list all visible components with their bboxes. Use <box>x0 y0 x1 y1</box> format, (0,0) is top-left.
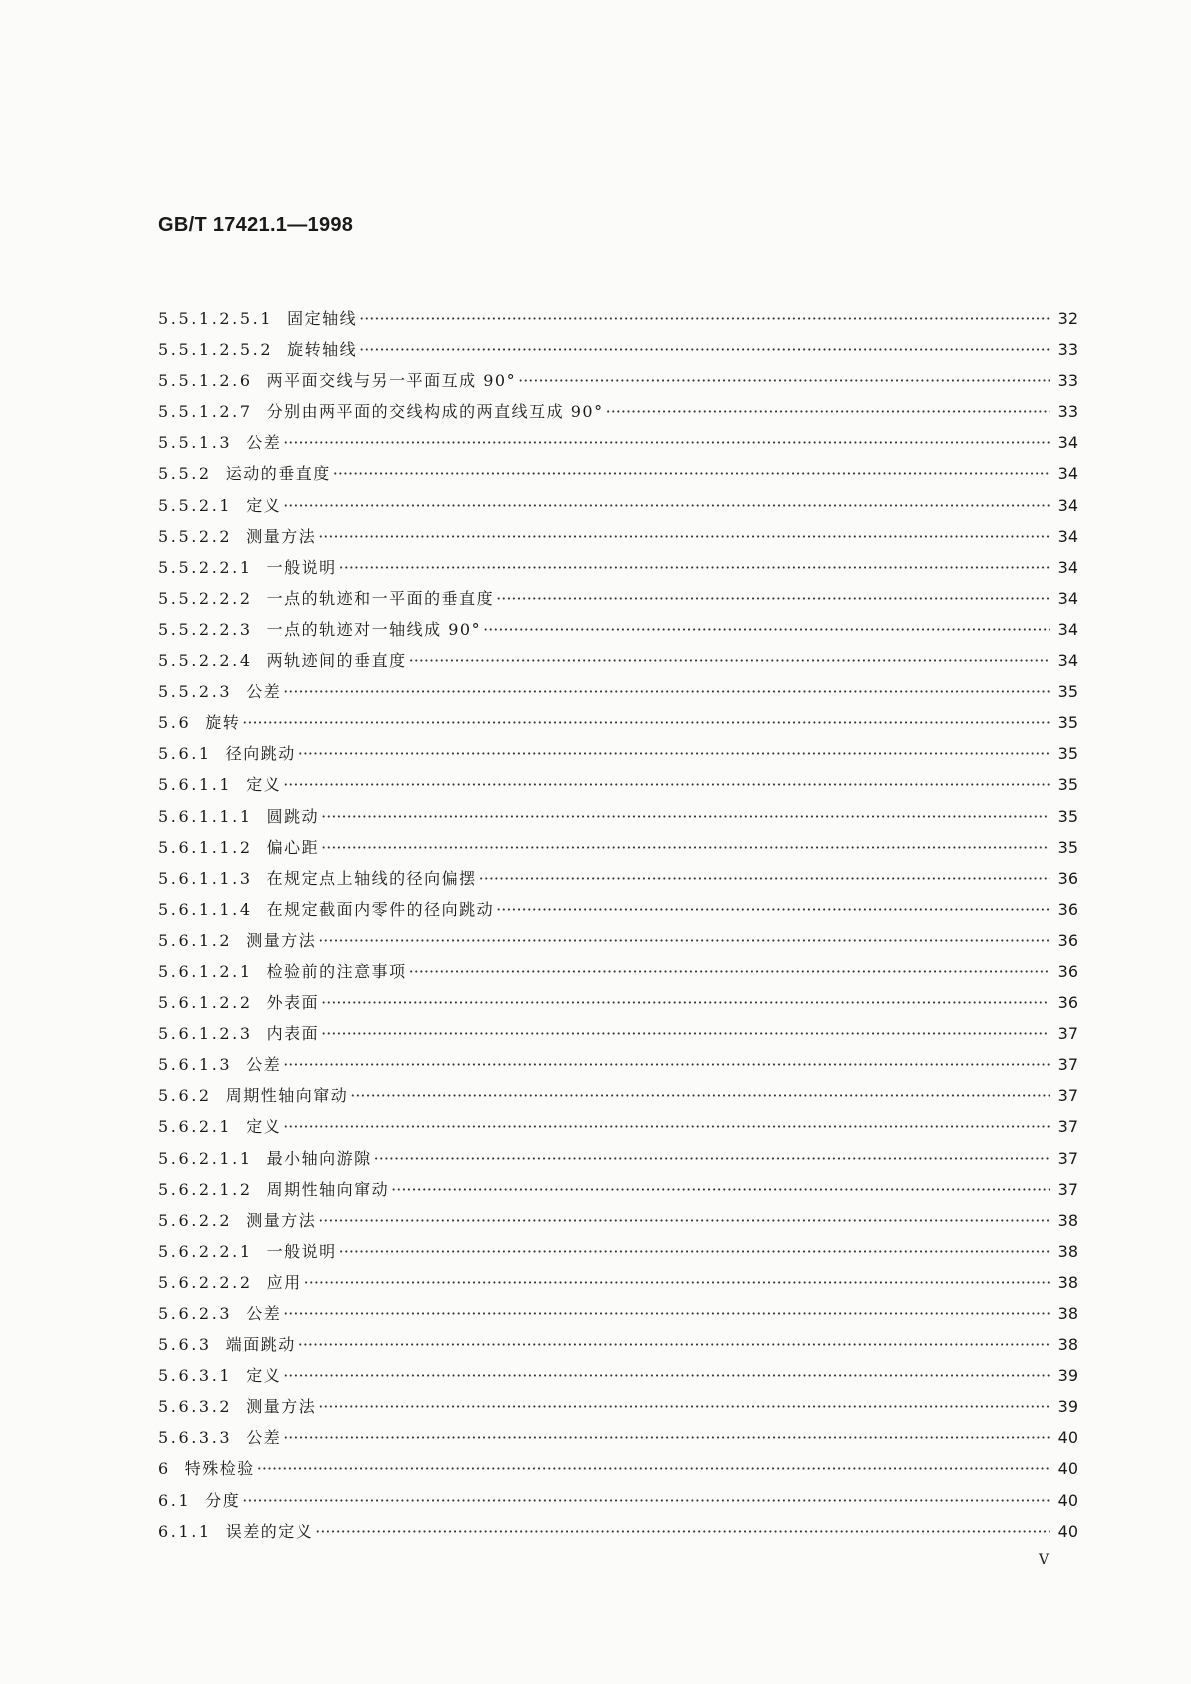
toc-title: 运动的垂直度 <box>225 464 331 484</box>
toc-entry <box>158 710 1078 741</box>
toc-entry <box>158 461 1078 492</box>
dot-leader <box>409 962 1050 981</box>
toc-number: 5.6.1 <box>158 744 212 764</box>
toc-entry <box>158 679 1078 710</box>
toc-title: 在规定截面内零件的径向跳动 <box>266 899 495 919</box>
toc-entry <box>158 1146 1078 1177</box>
dot-leader <box>257 1459 1050 1478</box>
dot-leader <box>315 1522 1050 1541</box>
dot-leader <box>359 309 1050 328</box>
dot-leader <box>333 464 1050 483</box>
toc-entry <box>158 835 1078 866</box>
toc-title: 周期性轴向窜动 <box>225 1086 349 1106</box>
toc-page-number: 35 <box>1057 837 1078 857</box>
toc-title: 测量方法 <box>246 930 317 950</box>
dot-leader <box>321 993 1050 1012</box>
dot-leader <box>318 527 1050 546</box>
toc-entry <box>158 399 1078 430</box>
dot-leader <box>283 433 1050 452</box>
toc-number: 5.5.2 <box>158 464 212 484</box>
toc-entry <box>158 1301 1078 1332</box>
dot-leader <box>283 1117 1050 1136</box>
toc-page-number: 34 <box>1057 464 1078 484</box>
toc-title: 旋转轴线 <box>287 340 358 360</box>
toc-page-number: 37 <box>1057 1055 1078 1075</box>
toc-title: 两轨迹间的垂直度 <box>266 651 407 671</box>
dot-leader <box>304 1273 1050 1292</box>
toc-entry <box>158 804 1078 835</box>
toc-number: 6.1 <box>158 1490 192 1510</box>
toc-title: 外表面 <box>266 993 320 1013</box>
toc-page-number: 39 <box>1057 1366 1078 1386</box>
toc-entry <box>158 1270 1078 1301</box>
dot-leader <box>283 682 1050 701</box>
toc-entry <box>158 1052 1078 1083</box>
toc-entry <box>158 928 1078 959</box>
toc-number: 5.6.1.2.2 <box>158 993 253 1013</box>
toc-entry <box>158 555 1078 586</box>
toc-number: 5.5.2.2.2 <box>158 588 253 608</box>
dot-leader <box>283 1055 1050 1074</box>
toc-entry <box>158 1114 1078 1145</box>
toc-title: 分别由两平面的交线构成的两直线互成 90° <box>266 402 604 422</box>
toc-number: 6.1.1 <box>158 1521 212 1541</box>
dot-leader <box>339 558 1050 577</box>
toc-page-number: 35 <box>1057 744 1078 764</box>
toc-title: 径向跳动 <box>225 744 296 764</box>
dot-leader <box>479 869 1050 888</box>
dot-leader <box>350 1086 1050 1105</box>
toc-page-number: 34 <box>1057 526 1078 546</box>
toc-number: 5.6.2.2.1 <box>158 1241 253 1261</box>
toc-number: 5.6.2.1.1 <box>158 1148 253 1168</box>
toc-entry <box>158 368 1078 399</box>
toc-title: 一般说明 <box>266 1241 337 1261</box>
toc-page-number: 33 <box>1057 340 1078 360</box>
toc-title: 公差 <box>246 682 282 702</box>
toc-title: 最小轴向游隙 <box>266 1148 372 1168</box>
toc-title: 旋转 <box>205 713 241 733</box>
toc-title: 公差 <box>246 1055 282 1075</box>
toc-title: 定义 <box>246 1117 282 1137</box>
toc-title: 两平面交线与另一平面互成 90° <box>266 371 517 391</box>
toc-entry <box>158 1488 1078 1519</box>
dot-leader <box>318 1211 1050 1230</box>
toc-entry <box>158 1519 1078 1550</box>
toc-page-number: 37 <box>1057 1117 1078 1137</box>
dot-leader <box>483 620 1050 639</box>
toc-page-number: 33 <box>1057 402 1078 422</box>
toc-number: 5.6.2.3 <box>158 1304 233 1323</box>
toc-title: 一般说明 <box>266 557 337 577</box>
toc-entry <box>158 1177 1078 1208</box>
toc-number: 5.5.2.1 <box>158 495 233 515</box>
toc-title: 一点的轨迹和一平面的垂直度 <box>266 588 495 608</box>
toc-entry <box>158 1332 1078 1363</box>
toc-title: 定义 <box>246 1366 282 1386</box>
toc-page-number: 40 <box>1057 1521 1078 1541</box>
dot-leader <box>321 807 1050 826</box>
toc-page-number: 32 <box>1057 309 1078 328</box>
toc-entry <box>158 1425 1078 1456</box>
toc-number: 5.6.1.3 <box>158 1055 233 1075</box>
toc-page-number: 34 <box>1057 619 1078 639</box>
toc-page-number: 34 <box>1057 651 1078 671</box>
toc-number: 5.6.3.3 <box>158 1428 233 1448</box>
toc-number: 5.5.2.3 <box>158 682 233 702</box>
toc-entry <box>158 1208 1078 1239</box>
dot-leader <box>391 1180 1050 1199</box>
toc-page-number: 33 <box>1057 371 1078 391</box>
toc-number: 5.6.3.2 <box>158 1397 233 1417</box>
toc-title: 在规定点上轴线的径向偏摆 <box>266 868 477 888</box>
toc-entry <box>158 524 1078 555</box>
dot-leader <box>283 1366 1050 1385</box>
toc-number: 5.6.1.2 <box>158 930 233 950</box>
toc-page-number: 38 <box>1057 1304 1078 1323</box>
toc-entry <box>158 1239 1078 1270</box>
toc-page-number: 37 <box>1057 1148 1078 1168</box>
dot-leader <box>283 775 1050 794</box>
toc-number: 5.6.2.2.2 <box>158 1272 253 1292</box>
toc-page-number: 35 <box>1057 682 1078 702</box>
toc-entry <box>158 1363 1078 1394</box>
dot-leader <box>242 713 1050 732</box>
toc-page-number: 38 <box>1057 1241 1078 1261</box>
toc-number: 5.6.1.1 <box>158 775 233 795</box>
toc-title: 一点的轨迹对一轴线成 90° <box>266 619 482 639</box>
toc-entry <box>158 897 1078 928</box>
toc-number: 5.5.1.2.7 <box>158 402 253 422</box>
toc-page-number: 40 <box>1057 1428 1078 1448</box>
toc-entry <box>158 1021 1078 1052</box>
dot-leader <box>298 1335 1050 1354</box>
toc-page-number: 37 <box>1057 1179 1078 1199</box>
toc-number: 5.6.3 <box>158 1335 212 1355</box>
dot-leader <box>283 1304 1050 1323</box>
toc-title: 误差的定义 <box>225 1521 314 1541</box>
toc-page-number: 34 <box>1057 495 1078 515</box>
toc-entry <box>158 430 1078 461</box>
toc-number: 5.6.1.1.4 <box>158 899 253 919</box>
toc-number: 5.6.2 <box>158 1086 212 1106</box>
toc-entry <box>158 493 1078 524</box>
toc-entry <box>158 1456 1078 1487</box>
dot-leader <box>359 340 1050 359</box>
toc-page-number: 38 <box>1057 1210 1078 1230</box>
toc-page-number: 40 <box>1057 1459 1078 1479</box>
toc-title: 测量方法 <box>246 526 317 546</box>
toc-title: 公差 <box>246 433 282 453</box>
toc-page-number: 38 <box>1057 1335 1078 1355</box>
toc-number: 5.6.2.2 <box>158 1210 233 1230</box>
dot-leader <box>298 744 1050 763</box>
dot-leader <box>318 1397 1050 1416</box>
toc-page-number: 36 <box>1057 899 1078 919</box>
toc-title: 检验前的注意事项 <box>266 961 407 981</box>
dot-leader <box>374 1149 1050 1168</box>
toc-page-number: 35 <box>1057 806 1078 826</box>
toc-title: 定义 <box>246 775 282 795</box>
toc-number: 5.6.1.1.2 <box>158 837 253 857</box>
dot-leader <box>283 1428 1050 1447</box>
toc-title: 特殊检验 <box>184 1459 255 1479</box>
toc-entry <box>158 337 1078 368</box>
toc-entry <box>158 741 1078 772</box>
toc-entry <box>158 1394 1078 1425</box>
toc-entry <box>158 1083 1078 1114</box>
table-of-contents <box>158 306 1078 1550</box>
dot-leader <box>321 838 1050 857</box>
toc-title: 应用 <box>266 1272 302 1292</box>
toc-title: 定义 <box>246 495 282 515</box>
toc-title: 周期性轴向窜动 <box>266 1179 390 1199</box>
toc-number: 6 <box>158 1459 171 1479</box>
toc-page-number: 34 <box>1057 588 1078 608</box>
toc-entry <box>158 772 1078 803</box>
toc-title: 测量方法 <box>246 1397 317 1417</box>
toc-title: 公差 <box>246 1304 282 1323</box>
dot-leader <box>496 589 1050 608</box>
toc-number: 5.6.1.2.1 <box>158 961 253 981</box>
toc-page-number: 36 <box>1057 930 1078 950</box>
toc-number: 5.5.2.2.1 <box>158 557 253 577</box>
toc-page-number: 34 <box>1057 557 1078 577</box>
toc-number: 5.5.1.2.5.2 <box>158 340 274 360</box>
toc-page-number: 40 <box>1057 1490 1078 1510</box>
toc-title: 分度 <box>205 1490 241 1510</box>
toc-entry <box>158 306 1078 337</box>
toc-number: 5.5.2.2.4 <box>158 651 253 671</box>
toc-page-number: 35 <box>1057 713 1078 733</box>
dot-leader <box>283 496 1050 515</box>
dot-leader <box>606 402 1050 421</box>
toc-entry <box>158 586 1078 617</box>
dot-leader <box>339 1242 1050 1261</box>
toc-title: 公差 <box>246 1428 282 1448</box>
toc-number: 5.5.1.2.6 <box>158 371 253 391</box>
toc-entry <box>158 648 1078 679</box>
toc-title: 测量方法 <box>246 1210 317 1230</box>
toc-page-number: 35 <box>1057 775 1078 795</box>
toc-title: 偏心距 <box>266 837 320 857</box>
toc-title: 内表面 <box>266 1024 320 1044</box>
toc-number: 5.5.1.2.5.1 <box>158 309 274 328</box>
dot-leader <box>318 931 1050 950</box>
toc-number: 5.6 <box>158 713 192 733</box>
dot-leader <box>518 371 1050 390</box>
standard-code: GB/T 17421.1—1998 <box>158 214 354 236</box>
dot-leader <box>242 1491 1050 1510</box>
toc-title: 端面跳动 <box>225 1335 296 1355</box>
toc-number: 5.5.2.2 <box>158 526 233 546</box>
toc-page-number: 36 <box>1057 993 1078 1013</box>
toc-number: 5.5.1.3 <box>158 433 233 453</box>
toc-page-number: 37 <box>1057 1086 1078 1106</box>
toc-title: 圆跳动 <box>266 806 320 826</box>
toc-page-number: 36 <box>1057 961 1078 981</box>
dot-leader <box>321 1024 1050 1043</box>
toc-number: 5.6.2.1 <box>158 1117 233 1137</box>
toc-title: 固定轴线 <box>287 309 358 328</box>
toc-number: 5.6.1.1.3 <box>158 868 253 888</box>
toc-page-number: 36 <box>1057 868 1078 888</box>
toc-entry <box>158 617 1078 648</box>
toc-number: 5.6.1.1.1 <box>158 806 253 826</box>
toc-entry <box>158 866 1078 897</box>
toc-entry <box>158 990 1078 1021</box>
toc-page-number: 34 <box>1057 433 1078 453</box>
toc-number: 5.5.2.2.3 <box>158 619 253 639</box>
toc-page-number: 37 <box>1057 1024 1078 1044</box>
toc-number: 5.6.3.1 <box>158 1366 233 1386</box>
toc-page-number: 39 <box>1057 1397 1078 1417</box>
dot-leader <box>409 651 1050 670</box>
toc-page-number: 38 <box>1057 1272 1078 1292</box>
toc-number: 5.6.1.2.3 <box>158 1024 253 1044</box>
dot-leader <box>496 900 1050 919</box>
page-folio: V <box>1039 1552 1050 1568</box>
toc-entry <box>158 959 1078 990</box>
toc-number: 5.6.2.1.2 <box>158 1179 253 1199</box>
